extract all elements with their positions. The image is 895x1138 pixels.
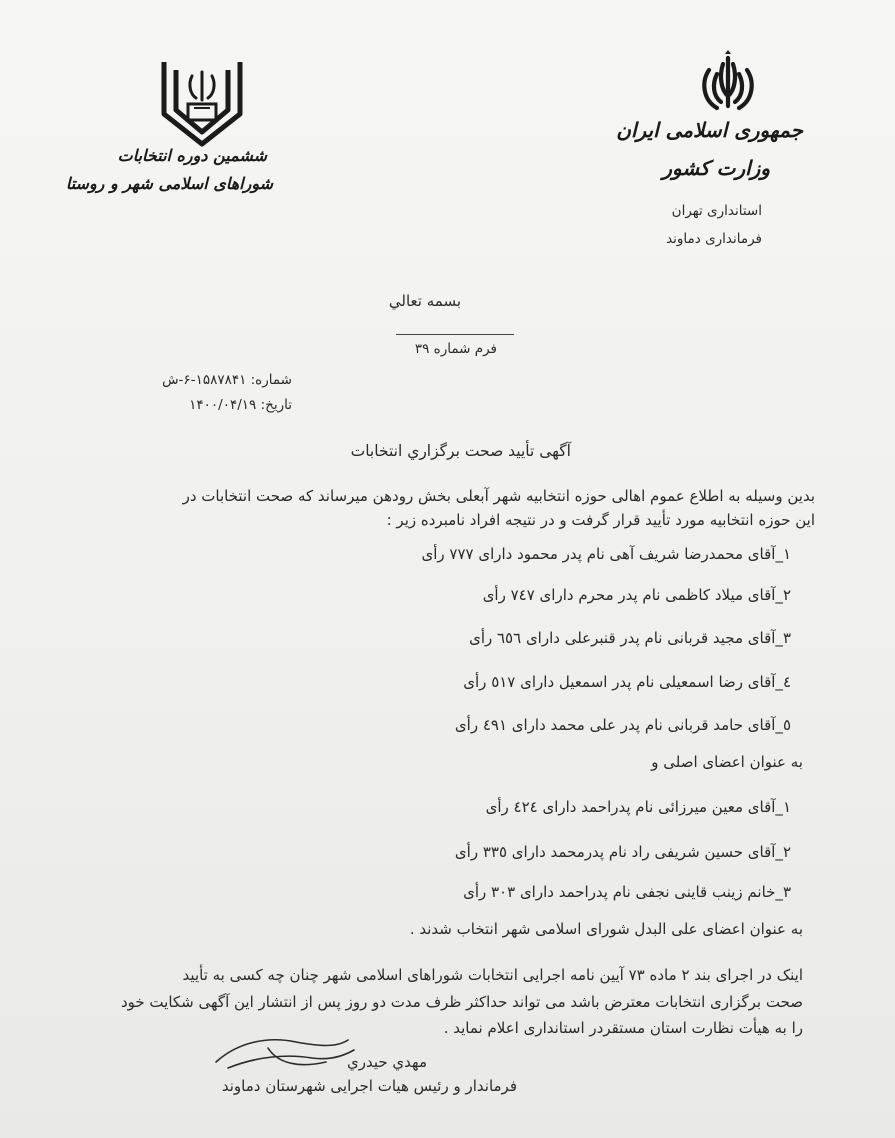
councils-title: شوراهای اسلامی شهر و روستا (65, 174, 273, 193)
letter-date-value: ۱۴۰۰/۰۴/۱۹ (189, 397, 257, 413)
ministry-title: وزارت کشور (662, 156, 770, 180)
closing-line-3: را به هیأت نظارت استان مستقردر استانداری اعلام نماید . (443, 1019, 803, 1037)
principal-member-4: ٤_آقای رضا اسمعیلی نام پدر اسمعیل دارای ٥۱۷ رأی (463, 673, 791, 691)
closing-line-1: اینک در اجرای بند ۲ ماده ۷۳ آیین نامه اجرایی انتخابات شوراهای اسلامی شهر چنان چه کسی به تأیید (182, 966, 803, 984)
heading-divider (396, 334, 514, 335)
letter-date (189, 394, 292, 416)
intro-line-1: بدین وسیله به اطلاع عموم اهالی حوزه انتخابیه شهر آبعلی بخش رودهن میرساند که صحت انتخابات در (182, 487, 815, 505)
invocation: بسمه تعالي (388, 292, 461, 310)
province-office: استانداری تهران (671, 203, 762, 219)
closing-line-2: صحت برگزاری انتخابات معترض باشد می تواند حداکثر ظرف مدت دو روز پس از انتشار این آگهی شکایت خود (120, 993, 803, 1011)
principal-member-5: ٥_آقای حامد قربانی نام پدر علی محمد دارای ٤۹۱ رأی (454, 716, 791, 734)
form-number: فرم شماره ۳۹ (414, 341, 497, 357)
letter-number-label: شماره: (250, 372, 292, 388)
county-office: فرمانداری دماوند (666, 231, 762, 247)
letter-number-value: ۱۵۸۷۸۴۱-۶-ش (162, 372, 247, 388)
iran-emblem-icon (695, 50, 761, 116)
alternate-caption: به عنوان اعضای علی البدل شورای اسلامی شهر انتخاب شدند . (409, 920, 803, 938)
principal-member-3: ۳_آقای مجید قربانی نام پدر قنبرعلی دارای ٦٥٦ رأی (469, 629, 791, 647)
principal-member-2: ۲_آقای میلاد کاظمی نام پدر محرم دارای ۷٤۷ رأی (482, 586, 791, 604)
alternate-member-1: ۱_آقای معین میرزائی نام پدراحمد دارای ٤۲٤ رأی (485, 798, 791, 816)
letter-number (162, 369, 292, 391)
signatory-name: مهدي حيدري (347, 1053, 427, 1071)
alternate-member-3: ۳_خانم زینب قاینی نجفی نام پدراحمد دارای ۳۰۳ رأی (463, 883, 791, 901)
notice-title: آگهی تأیید صحت برگزاري انتخابات (350, 442, 571, 460)
principal-caption: به عنوان اعضای اصلی و (651, 753, 803, 771)
handwritten-signature (208, 1028, 358, 1078)
republic-title: جمهوری اسلامی ایران (616, 118, 803, 142)
signatory-title: فرماندار و رئیس هیات اجرایی شهرستان دماوند (221, 1077, 517, 1095)
ballot-box-logo-icon (160, 56, 244, 148)
letter-date-label: تاریخ: (260, 397, 292, 413)
intro-line-2: این حوزه انتخابیه مورد تأیید قرار گرفت و در نتیجه افراد نامبرده زیر : (386, 511, 815, 529)
alternate-member-2: ۲_آقای حسین شریفی راد نام پدرمحمد دارای ۳۳٥ رأی (454, 843, 791, 861)
principal-member-1: ۱_آقای محمدرضا شریف آهی نام پدر محمود دارای ۷۷۷ رأی (421, 545, 791, 563)
election-period-title: ششمین دوره انتخابات (117, 146, 267, 165)
